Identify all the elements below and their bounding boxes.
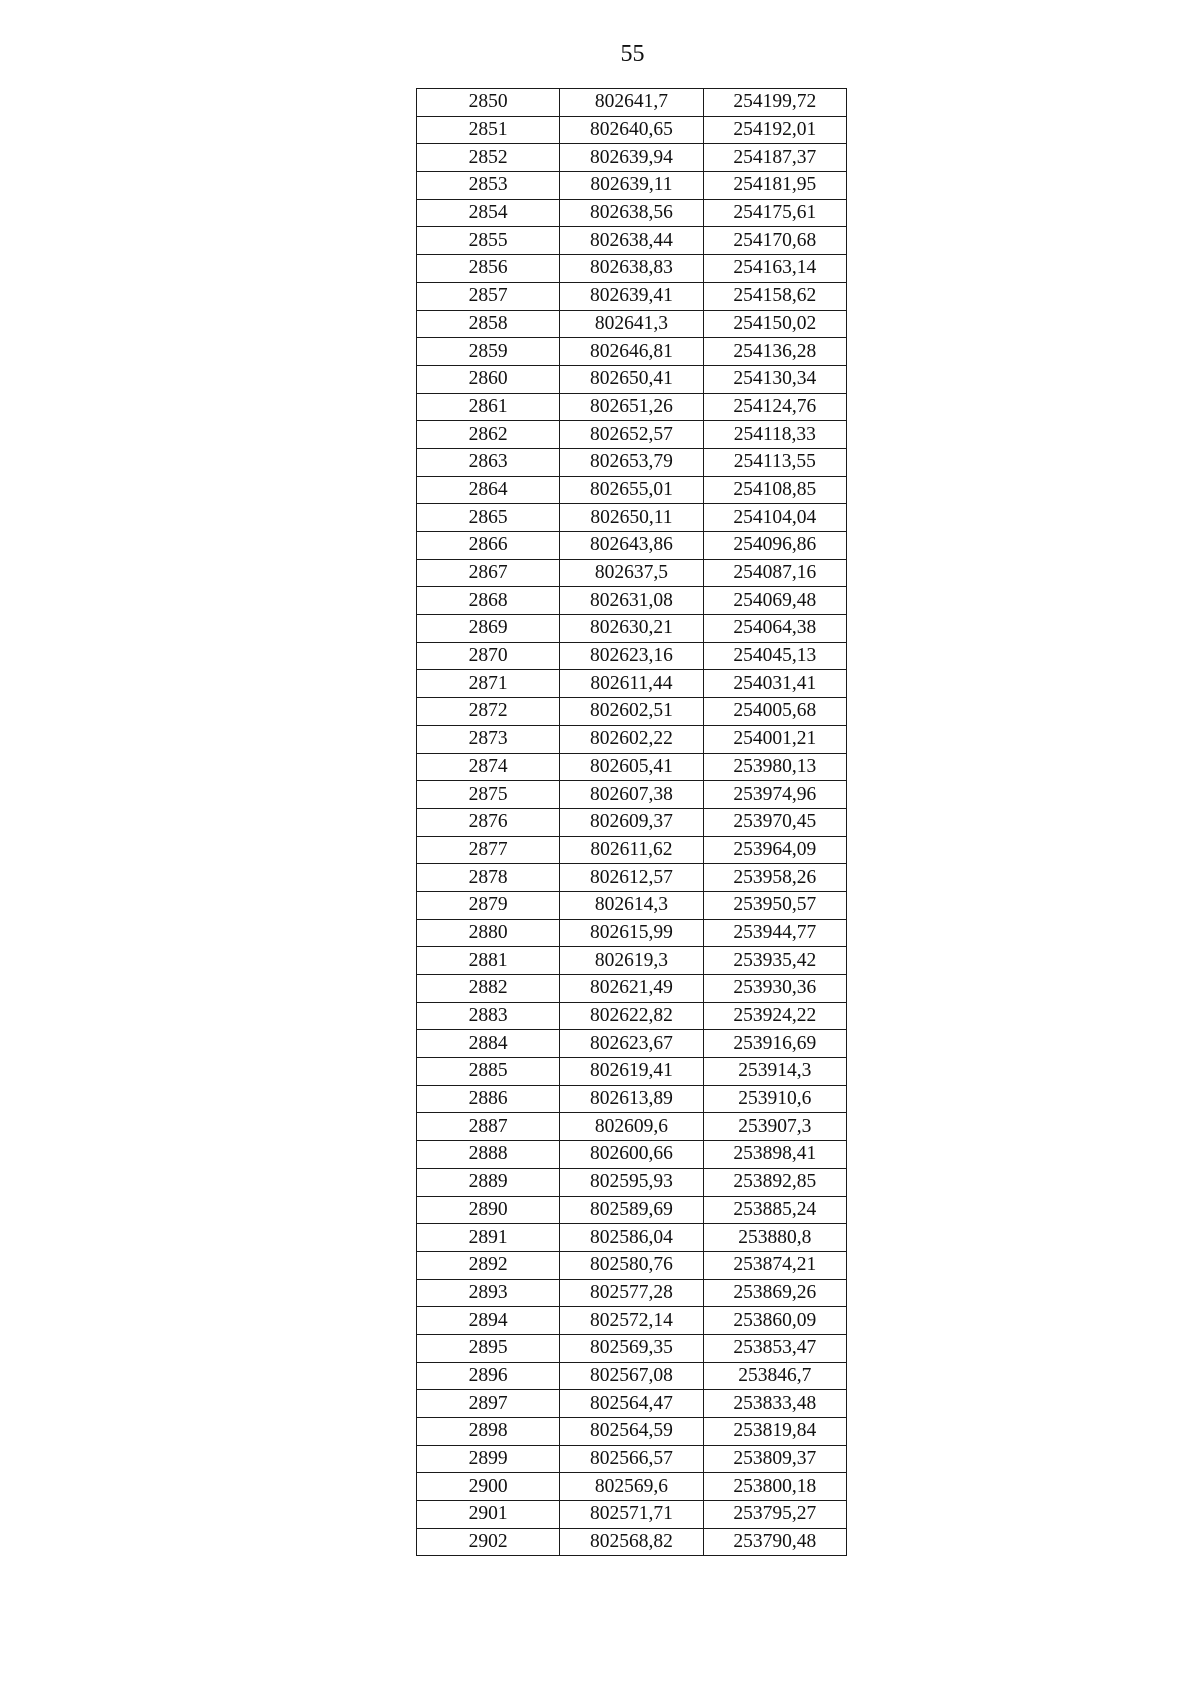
table-row [417,476,847,504]
point-number-cell: 2860 [417,365,560,393]
point-number-cell: 2882 [417,975,560,1003]
y-coordinate-cell: 254192,01 [703,116,846,144]
x-coordinate-cell: 802615,99 [560,919,703,947]
table-row [417,670,847,698]
table-row [417,1473,847,1501]
y-coordinate-cell: 254108,85 [703,476,846,504]
y-coordinate-cell: 253898,41 [703,1141,846,1169]
table-row [417,448,847,476]
y-coordinate-cell: 253916,69 [703,1030,846,1058]
y-coordinate-cell: 253924,22 [703,1002,846,1030]
table-row [417,255,847,283]
point-number-cell: 2902 [417,1528,560,1556]
y-coordinate-cell: 253846,7 [703,1362,846,1390]
y-coordinate-cell: 253935,42 [703,947,846,975]
point-number-cell: 2850 [417,89,560,117]
y-coordinate-cell: 253880,8 [703,1224,846,1252]
point-number-cell: 2872 [417,698,560,726]
y-coordinate-cell: 253910,6 [703,1085,846,1113]
y-coordinate-cell: 253860,09 [703,1307,846,1335]
y-coordinate-cell: 254005,68 [703,698,846,726]
table-row [417,1085,847,1113]
y-coordinate-cell: 253907,3 [703,1113,846,1141]
table-row [417,1307,847,1335]
point-number-cell: 2852 [417,144,560,172]
x-coordinate-cell: 802619,41 [560,1058,703,1086]
point-number-cell: 2880 [417,919,560,947]
x-coordinate-cell: 802622,82 [560,1002,703,1030]
x-coordinate-cell: 802572,14 [560,1307,703,1335]
y-coordinate-cell: 254150,02 [703,310,846,338]
point-number-cell: 2881 [417,947,560,975]
x-coordinate-cell: 802623,67 [560,1030,703,1058]
x-coordinate-cell: 802577,28 [560,1279,703,1307]
point-number-cell: 2865 [417,504,560,532]
y-coordinate-cell: 253853,47 [703,1334,846,1362]
x-coordinate-cell: 802612,57 [560,864,703,892]
y-coordinate-cell: 253958,26 [703,864,846,892]
point-number-cell: 2859 [417,338,560,366]
point-number-cell: 2893 [417,1279,560,1307]
x-coordinate-cell: 802567,08 [560,1362,703,1390]
table-row [417,1030,847,1058]
point-number-cell: 2853 [417,172,560,200]
table-row [417,1279,847,1307]
table-row [417,1002,847,1030]
table-row [417,338,847,366]
x-coordinate-cell: 802640,65 [560,116,703,144]
x-coordinate-cell: 802639,41 [560,282,703,310]
point-number-cell: 2877 [417,836,560,864]
point-number-cell: 2898 [417,1418,560,1446]
y-coordinate-cell: 254104,04 [703,504,846,532]
x-coordinate-cell: 802566,57 [560,1445,703,1473]
x-coordinate-cell: 802638,56 [560,199,703,227]
point-number-cell: 2873 [417,725,560,753]
y-coordinate-cell: 254175,61 [703,199,846,227]
point-number-cell: 2871 [417,670,560,698]
x-coordinate-cell: 802619,3 [560,947,703,975]
table-row [417,365,847,393]
x-coordinate-cell: 802639,94 [560,144,703,172]
y-coordinate-cell: 253930,36 [703,975,846,1003]
y-coordinate-cell: 254113,55 [703,448,846,476]
y-coordinate-cell: 254064,38 [703,615,846,643]
coordinates-table-body [417,89,847,1556]
x-coordinate-cell: 802589,69 [560,1196,703,1224]
table-row [417,725,847,753]
point-number-cell: 2861 [417,393,560,421]
point-number-cell: 2901 [417,1501,560,1529]
x-coordinate-cell: 802638,44 [560,227,703,255]
coordinates-table [416,88,847,1556]
table-row [417,1334,847,1362]
point-number-cell: 2854 [417,199,560,227]
table-row [417,864,847,892]
y-coordinate-cell: 253795,27 [703,1501,846,1529]
table-row [417,947,847,975]
point-number-cell: 2879 [417,891,560,919]
table-row [417,1362,847,1390]
point-number-cell: 2858 [417,310,560,338]
y-coordinate-cell: 253964,09 [703,836,846,864]
point-number-cell: 2891 [417,1224,560,1252]
point-number-cell: 2862 [417,421,560,449]
point-number-cell: 2897 [417,1390,560,1418]
x-coordinate-cell: 802623,16 [560,642,703,670]
point-number-cell: 2855 [417,227,560,255]
point-number-cell: 2876 [417,808,560,836]
x-coordinate-cell: 802600,66 [560,1141,703,1169]
point-number-cell: 2867 [417,559,560,587]
y-coordinate-cell: 253944,77 [703,919,846,947]
x-coordinate-cell: 802655,01 [560,476,703,504]
point-number-cell: 2890 [417,1196,560,1224]
point-number-cell: 2856 [417,255,560,283]
x-coordinate-cell: 802650,41 [560,365,703,393]
x-coordinate-cell: 802569,6 [560,1473,703,1501]
point-number-cell: 2857 [417,282,560,310]
x-coordinate-cell: 802609,6 [560,1113,703,1141]
table-row [417,1390,847,1418]
y-coordinate-cell: 253980,13 [703,753,846,781]
table-row [417,227,847,255]
point-number-cell: 2886 [417,1085,560,1113]
point-number-cell: 2869 [417,615,560,643]
y-coordinate-cell: 254163,14 [703,255,846,283]
point-number-cell: 2864 [417,476,560,504]
table-row [417,1058,847,1086]
point-number-cell: 2889 [417,1168,560,1196]
table-row [417,172,847,200]
x-coordinate-cell: 802611,62 [560,836,703,864]
x-coordinate-cell: 802568,82 [560,1528,703,1556]
table-row [417,615,847,643]
point-number-cell: 2884 [417,1030,560,1058]
point-number-cell: 2900 [417,1473,560,1501]
x-coordinate-cell: 802641,7 [560,89,703,117]
point-number-cell: 2878 [417,864,560,892]
y-coordinate-cell: 254170,68 [703,227,846,255]
x-coordinate-cell: 802564,47 [560,1390,703,1418]
y-coordinate-cell: 254069,48 [703,587,846,615]
y-coordinate-cell: 253914,3 [703,1058,846,1086]
table-row [417,1418,847,1446]
y-coordinate-cell: 253800,18 [703,1473,846,1501]
x-coordinate-cell: 802651,26 [560,393,703,421]
point-number-cell: 2874 [417,753,560,781]
y-coordinate-cell: 254087,16 [703,559,846,587]
table-row [417,891,847,919]
x-coordinate-cell: 802605,41 [560,753,703,781]
y-coordinate-cell: 253892,85 [703,1168,846,1196]
table-row [417,144,847,172]
y-coordinate-cell: 254158,62 [703,282,846,310]
y-coordinate-cell: 254118,33 [703,421,846,449]
y-coordinate-cell: 253874,21 [703,1251,846,1279]
table-row [417,919,847,947]
table-row [417,1445,847,1473]
table-row [417,836,847,864]
x-coordinate-cell: 802653,79 [560,448,703,476]
point-number-cell: 2868 [417,587,560,615]
x-coordinate-cell: 802641,3 [560,310,703,338]
y-coordinate-cell: 253974,96 [703,781,846,809]
point-number-cell: 2851 [417,116,560,144]
page-number: 55 [620,41,645,67]
x-coordinate-cell: 802646,81 [560,338,703,366]
table-row [417,808,847,836]
x-coordinate-cell: 802602,51 [560,698,703,726]
y-coordinate-cell: 253970,45 [703,808,846,836]
y-coordinate-cell: 254124,76 [703,393,846,421]
point-number-cell: 2892 [417,1251,560,1279]
table-row [417,559,847,587]
table-row [417,753,847,781]
x-coordinate-cell: 802652,57 [560,421,703,449]
y-coordinate-cell: 254045,13 [703,642,846,670]
table-row [417,698,847,726]
x-coordinate-cell: 802580,76 [560,1251,703,1279]
x-coordinate-cell: 802643,86 [560,532,703,560]
y-coordinate-cell: 254130,34 [703,365,846,393]
x-coordinate-cell: 802630,21 [560,615,703,643]
table-row [417,310,847,338]
table-row [417,199,847,227]
x-coordinate-cell: 802564,59 [560,1418,703,1446]
table-row [417,504,847,532]
y-coordinate-cell: 254181,95 [703,172,846,200]
table-row [417,89,847,117]
table-row [417,282,847,310]
x-coordinate-cell: 802571,71 [560,1501,703,1529]
y-coordinate-cell: 254187,37 [703,144,846,172]
point-number-cell: 2870 [417,642,560,670]
table-row [417,1168,847,1196]
table-row [417,1501,847,1529]
x-coordinate-cell: 802602,22 [560,725,703,753]
point-number-cell: 2888 [417,1141,560,1169]
point-number-cell: 2895 [417,1334,560,1362]
point-number-cell: 2866 [417,532,560,560]
table-row [417,975,847,1003]
y-coordinate-cell: 254031,41 [703,670,846,698]
x-coordinate-cell: 802607,38 [560,781,703,809]
x-coordinate-cell: 802613,89 [560,1085,703,1113]
y-coordinate-cell: 253833,48 [703,1390,846,1418]
table-row [417,1196,847,1224]
table-row [417,1113,847,1141]
point-number-cell: 2863 [417,448,560,476]
x-coordinate-cell: 802638,83 [560,255,703,283]
point-number-cell: 2887 [417,1113,560,1141]
x-coordinate-cell: 802569,35 [560,1334,703,1362]
x-coordinate-cell: 802611,44 [560,670,703,698]
point-number-cell: 2894 [417,1307,560,1335]
table-row [417,1141,847,1169]
y-coordinate-cell: 253790,48 [703,1528,846,1556]
y-coordinate-cell: 253869,26 [703,1279,846,1307]
table-row [417,1528,847,1556]
y-coordinate-cell: 253950,57 [703,891,846,919]
x-coordinate-cell: 802631,08 [560,587,703,615]
table-row [417,642,847,670]
x-coordinate-cell: 802609,37 [560,808,703,836]
y-coordinate-cell: 253809,37 [703,1445,846,1473]
x-coordinate-cell: 802586,04 [560,1224,703,1252]
y-coordinate-cell: 253885,24 [703,1196,846,1224]
y-coordinate-cell: 254199,72 [703,89,846,117]
y-coordinate-cell: 254001,21 [703,725,846,753]
table-row [417,116,847,144]
point-number-cell: 2875 [417,781,560,809]
y-coordinate-cell: 254096,86 [703,532,846,560]
point-number-cell: 2899 [417,1445,560,1473]
x-coordinate-cell: 802595,93 [560,1168,703,1196]
x-coordinate-cell: 802650,11 [560,504,703,532]
table-row [417,393,847,421]
point-number-cell: 2883 [417,1002,560,1030]
x-coordinate-cell: 802637,5 [560,559,703,587]
table-row [417,532,847,560]
point-number-cell: 2885 [417,1058,560,1086]
table-row [417,421,847,449]
point-number-cell: 2896 [417,1362,560,1390]
x-coordinate-cell: 802639,11 [560,172,703,200]
x-coordinate-cell: 802621,49 [560,975,703,1003]
table-row [417,587,847,615]
table-row [417,1224,847,1252]
y-coordinate-cell: 253819,84 [703,1418,846,1446]
table-row [417,1251,847,1279]
x-coordinate-cell: 802614,3 [560,891,703,919]
y-coordinate-cell: 254136,28 [703,338,846,366]
table-row [417,781,847,809]
